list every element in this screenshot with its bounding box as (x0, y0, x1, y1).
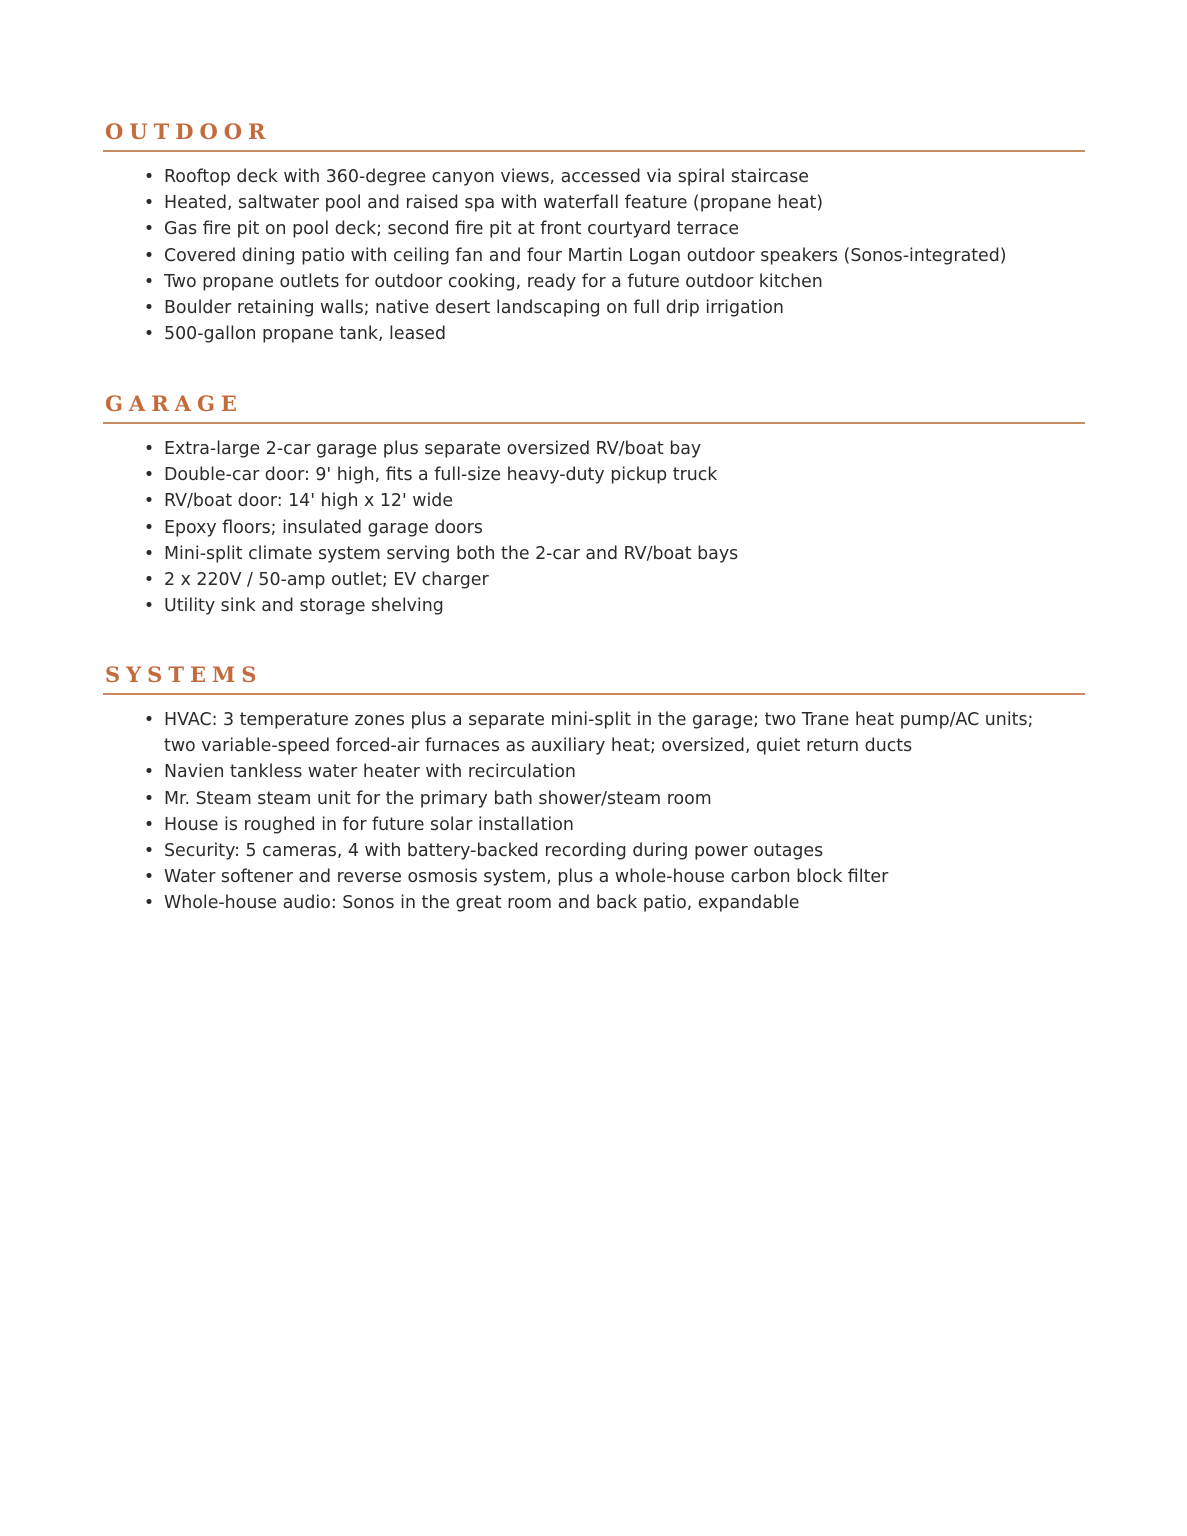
list-item (103, 462, 1044, 488)
list-item-text: Water softener and reverse osmosis system, plus a whole-house carbon block filter (164, 867, 889, 888)
list-item-text: Whole-house audio: Sonos in the great room and back patio, expandable (164, 893, 800, 914)
section-heading-outdoor: OUTDOOR (105, 119, 272, 144)
feature-list-outdoor (103, 164, 1085, 347)
list-item (103, 295, 1044, 321)
list-item-text: Extra-large 2-car garage plus separate oversized RV/boat bay (164, 439, 702, 459)
feature-list-garage (103, 436, 1085, 619)
bullet-icon: • (143, 193, 155, 214)
list-item-text: Mini-split climate system serving both the 2-car and RV/boat bays (164, 543, 739, 564)
bullet-icon: • (143, 298, 155, 319)
list-item (103, 321, 1044, 347)
section-heading-systems: SYSTEMS (105, 662, 263, 687)
list-item-text: Heated, saltwater pool and raised spa with waterfall feature (propane heat) (164, 193, 824, 214)
list-item-text: 500-gallon propane tank, leased (164, 324, 447, 345)
section-outdoor (103, 117, 1085, 347)
bullet-icon: • (143, 324, 155, 345)
list-item-text: 2 x 220V / 50-amp outlet; EV charger (164, 570, 489, 591)
section-divider (103, 693, 1085, 695)
section-divider (103, 150, 1085, 152)
list-item (103, 488, 1044, 514)
list-item-text: Mr. Steam steam unit for the primary bath shower/steam room (164, 788, 712, 809)
list-item (103, 759, 1044, 785)
list-item (103, 269, 1044, 295)
bullet-icon: • (143, 245, 155, 266)
bullet-icon: • (143, 439, 155, 459)
list-item (103, 216, 1044, 242)
list-item (103, 838, 1044, 864)
list-item-text: Rooftop deck with 360-degree canyon views, accessed via spiral staircase (164, 167, 809, 187)
list-item-text: Double-car door: 9' high, fits a full-size heavy-duty pickup truck (164, 465, 718, 486)
bullet-icon: • (143, 465, 155, 486)
bullet-icon: • (143, 219, 155, 240)
bullet-icon: • (143, 814, 155, 835)
bullet-icon: • (143, 788, 155, 809)
list-item (103, 890, 1044, 916)
section-heading-garage: GARAGE (105, 391, 243, 416)
list-item-text: HVAC: 3 temperature zones plus a separate mini-split in the garage; two Trane heat pump/AC units; two variable-speed forced-air furnaces as auxiliary heat; oversized, quiet return ducts (164, 710, 1034, 757)
bullet-icon: • (143, 841, 155, 862)
bullet-icon: • (143, 570, 155, 591)
list-item-text: Covered dining patio with ceiling fan and four Martin Logan outdoor speakers (Sonos-integrated) (164, 245, 1007, 266)
list-item (103, 707, 1044, 759)
list-item (103, 190, 1044, 216)
list-item-text: House is roughed in for future solar installation (164, 814, 574, 835)
list-item (103, 436, 1044, 462)
bullet-icon: • (143, 543, 155, 564)
bullet-icon: • (143, 167, 155, 187)
feature-list-systems (103, 707, 1085, 917)
bullet-icon: • (143, 596, 155, 617)
list-item-text: Two propane outlets for outdoor cooking, ready for a future outdoor kitchen (164, 271, 823, 292)
section-divider (103, 422, 1085, 424)
list-item (103, 812, 1044, 838)
list-item (103, 567, 1044, 593)
list-item (103, 164, 1044, 190)
list-item (103, 864, 1044, 890)
list-item-text: Gas fire pit on pool deck; second fire pit at front courtyard terrace (164, 219, 740, 240)
bullet-icon: • (143, 867, 155, 888)
bullet-icon: • (143, 710, 155, 730)
list-item-text: Utility sink and storage shelving (164, 596, 444, 617)
list-item (103, 541, 1044, 567)
bullet-icon: • (143, 271, 155, 292)
bullet-icon: • (143, 762, 155, 783)
section-systems (103, 660, 1085, 917)
bullet-icon: • (143, 893, 155, 914)
list-item (103, 515, 1044, 541)
list-item-text: RV/boat door: 14' high x 12' wide (164, 491, 454, 512)
list-item (103, 243, 1044, 269)
list-item-text: Navien tankless water heater with recirculation (164, 762, 576, 783)
list-item (103, 786, 1044, 812)
list-item (103, 593, 1044, 619)
bullet-icon: • (143, 517, 155, 538)
bullet-icon: • (143, 491, 155, 512)
list-item-text: Epoxy floors; insulated garage doors (164, 517, 483, 538)
list-item-text: Boulder retaining walls; native desert landscaping on full drip irrigation (164, 298, 784, 319)
list-item-text: Security: 5 cameras, 4 with battery-backed recording during power outages (164, 841, 824, 862)
section-garage (103, 389, 1085, 619)
